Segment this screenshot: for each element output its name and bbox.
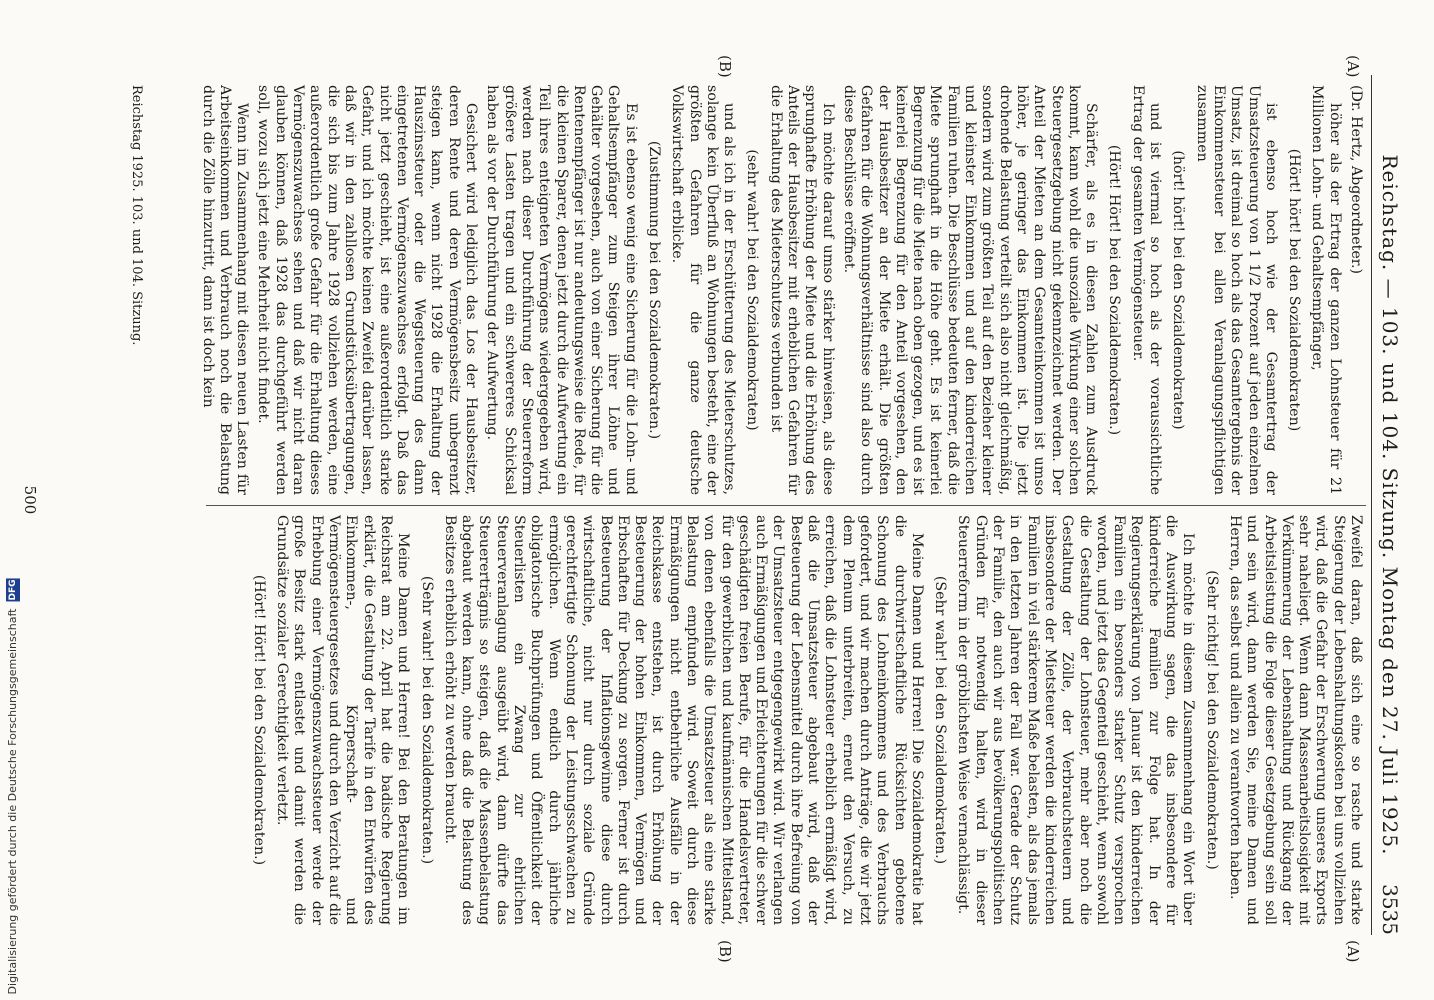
margin-marker-b-right: (B) [716, 940, 734, 963]
paragraph: Meine Damen und Herren! Bei den Beratungen im Reichsrat am 22. April hat die badische Regierung erklärt, die Gestaltung der Tarife in den Entwürfen des Einkommen-, Körperschaft- und Vermögensteuergesetzes und durch den Verzicht auf die Erhebung einer Vermögenszuwachssteuer werde der große Besitz stark entlastet und damit werden die Grundsätze sozialer Gerechtigkeit verletzt. [274, 515, 412, 925]
margin-marker-b-left: (B) [716, 55, 734, 78]
interjection: (sehr wahr! bei den Sozialdemokraten) [744, 149, 761, 431]
interjection: (Sehr wahr! bei den Sozialdemokraten.) [932, 575, 949, 865]
paragraph: Zweifel daran, daß sich eine so rasche und starke Steigerung der Lebenshaltungskosten bei uns vollziehen wird, daß die Gefahr der Erschwerung unseres Exports sehr naheliegt. Wenn dann Massenarbeitslosigkeit mit Verkümmerung der Lebenshaltung und Rückgang der Arbeitsleistung die Folge dieser Gesetzgebung sein soll und sein wird, dann werden Sie, meine Damen und Herren, das selbst und allein zu verantworten haben. [1226, 515, 1364, 925]
interjection: (Hört! hört! bei den Sozialdemokraten) [1286, 148, 1303, 432]
header-page-number: 3535 [1378, 884, 1402, 935]
paragraph: Meine Damen und Herren! Die Sozialdemokratie hat die durchwirtschaftliche Rücksichten gebotene Schonung des Lohneinkommens und des Verbrauchs gefordert, und wir machen durch Anträge, die wir jetzt dem Plenum unterbreiten, erneut den Versuch, zu erreichen, daß die Lohnsteuer erheblich ermäßigt wird, daß die Umsatzsteuer abgebaut wird, daß der Besteuerung der Lebensmittel durch ihre Befreiung von der Umsatzsteuer entgegengewirkt wird. Wir verlangen auch Ermäßigungen und Erleichterungen für die schwer geschädigten freien Berufe, für die Handelsvertreter, für den gewerblichen und kaufmännischen Mittelstand, von denen ebenfalls die Umsatzsteuer als eine starke Belastung empfunden wird. Soweit durch diese Ermäßigungen nicht entbehrliche Ausfälle in der Reichskasse entstehen, ist durch Erhöhung der Besteuerung der hohen Einkommen, Vermögen und Erbschaften für Deckung zu sorgen. Ferner ist durch Besteuerung der Inflationsgewinne diese durch wirtschaftliche, nicht nur durch soziale Gründe gerechtfertigte Schonung der Leistungsschwachen zu ermöglichen. Wenn endlich durch jährliche obligatorische Buchprüfungen und Öffentlichkeit der Steuerlisten ein Zwang zur ehrlichen Steuerveranlagung ausgeübt wird, dann dürfte das Steuererträgnis so steigen, daß die Massenbelastung abgebaut werden kann, ohne daß die Belastung des Besitzes erheblich erhöht zu werden braucht. [441, 515, 925, 925]
header-title: Reichstag. — 103. und 104. Sitzung. Montag den 27. Juli 1925. [1378, 154, 1402, 856]
digitization-text: Digitalisierung gefördert durch die Deutsche Forschungsgemeinschaft [6, 608, 19, 994]
margin-marker-a-right: (A) [1344, 940, 1362, 963]
paragraph: und ist viermal so hoch als der voraussichtliche Ertrag der gesamten Vermögensteuer. [1129, 85, 1164, 495]
left-column [144, 85, 1364, 495]
right-column [144, 515, 1364, 925]
paragraph: Wenn im Zusammenhang mit diesen neuen Lasten für Arbeitseinkommen und Verbrauch noch die Belastung durch die Zölle hinzutritt, dann ist doch kein [199, 85, 251, 495]
paragraph: und als ich in der Erschütterung des Mieterschutzes, solange kein Überfluß an Wohnungen besteht, eine der größten Gefahren für die ganze deutsche Volkswirtschaft erblicke. [669, 85, 738, 495]
paragraph: Ich möchte darauf umso stärker hinweisen, als diese sprunghafte Erhöhung der Miete und die Erhöhung des Anteils der Hausbesitzer mit erheblichen Gefahren für die Erhaltung des Mieterschutzes verbunden ist [767, 85, 836, 495]
interjection: (Hört! Hört! bei den Sozialdemokraten.) [250, 574, 267, 866]
paragraph: ist ebenso hoch wie der Gesamtertrag der Umsatzsteuerung von 1 1/2 Prozent auf jeden einzelnen Umsatz, ist dreimal so hoch als das Gesamtergebnis der Einkommensteuer bei allen Veranlagungspflichtigen zusammen [1193, 85, 1279, 495]
interjection: (Sehr wahr! bei den Sozialdemokraten.) [418, 575, 435, 865]
paragraph: Es ist ebenso wenig eine Sicherung für die Lohn- und Gehaltsempfänger zum Steigen ihrer Löhne und Gehälter vorgesehen, auch von einer Sicherung für die Rentenempfänger ist nur andeutungsweise die Rede, für die kleinen Sparer, denen jetzt durch die Aufwertung ein Teil ihres enteigneten Vermögens wiedergegeben wird, werden nach dieser Durchführung der Steuerreform größere Lasten tragen und ein schwereres Schicksal haben als vor der Durchführung der Aufwertung. [484, 85, 639, 495]
interjection: (Sehr richtig! bei den Sozialdemokraten.) [1203, 570, 1220, 870]
digitization-note [6, 578, 20, 994]
interjection: (Hört! Hört! bei den Sozialdemokraten.) [1106, 144, 1123, 436]
column-divider [206, 505, 1366, 506]
interjection: (hört! hört! bei den Sozialdemokraten) [1170, 150, 1187, 430]
paragraph: Gesichert wird lediglich das Los der Hausbesitzer, deren Rente und deren Vermögensbesitz unbegrenzt steigen kann, wenn nicht 1928 die Erhaltung der Hauszinssteuer oder die Wegsteuerung des dann eingetretenen Vermögenszuwachses erfolgt. Daß das nicht jetzt geschieht, ist eine außerordentlich starke Gefahr, und ich möchte keinen Zweifel darüber lassen, daß wir in den zahllosen Grundstücksübertragungen, die sich bis zum Jahre 1928 vollziehen werden, eine außerordentlich große Gefahr für die Erhaltung dieses Vermögenszuwachses sehen und daß wir nicht daran glauben können, daß 1928 das durchgeführt werden soll, wozu sich jetzt eine Mehrheit nicht findet. [255, 85, 480, 495]
interjection: (Zustimmung bei den Sozialdemokraten.) [646, 140, 663, 440]
left-footer: Reichstag 1925. 103. und 104. Sitzung. [129, 85, 144, 346]
paragraph: Ich möchte in diesem Zusammenhang ein Wort über die Auswirkung sagen, die das insbesondere für kinderreiche Familien zur Folge hat. In der Regierungserklärung von Januar ist den kinderreichen Familien ein besonders starker Schutz versprochen worden, und jetzt das Gegenteil geschieht, wenn sowohl die Gestaltung der Lohnsteuer, mehr aber noch die Gestaltung der Zölle, der Verbrauchsteuern und insbesondere der Mietsteuer werden die kinderreichen Familien in viel stärkerem Maße belasten, als das jemals in den letzten Jahren der Fall war. Gerade der Schutz der Familie, den auch wir aus bevölkerungspolitischen Gründen für notwendig halten, wird in dieser Steuerreform in der gröblichsten Weise vernachlässigt. [955, 515, 1197, 925]
margin-marker-a-left: (A) [1344, 55, 1362, 78]
paragraph: höher als der Ertrag der ganzen Lohnsteuer für 21 Millionen Lohn- und Gehaltsempfänger, [1309, 85, 1343, 495]
speaker-line: (Dr. Hertz, Abgeordneter.) [1348, 85, 1364, 275]
page-header [1371, 75, 1404, 935]
dfg-logo: DFG [8, 578, 18, 600]
paragraph: Schärfer, als es in diesen Zahlen zum Ausdruck kommt, kann wohl die unsoziale Wirkung einer solchen Steuergesetzgebung nicht gekennzeichnet werden. Der Anteil der Mieten an dem Gesamteinkommen ist umso höher, je geringer das Einkommen ist. Die jetzt drohende Belastung verteilt sich also nicht gleichmäßig, sondern wird zum größten Teil auf den Bezieher kleiner und kleinster Einkommen und auf den kinderreichen Familien ruhen. Die Beschlüsse bedeuten ferner, daß die Miete sprunghaft in die Höhe geht. Es ist keinerlei Begrenzung für die Miete nach oben gezogen, und es ist keinerlei Begrenzung für den Anteil vorgesehen, den der Hausbesitzer an der Miete erhält. Die größten Gefahren für die Wohnungsverhältnisse sind also durch diese Beschlüsse eröffnet. [840, 85, 1100, 495]
footer-page-number: 500 [21, 485, 39, 515]
